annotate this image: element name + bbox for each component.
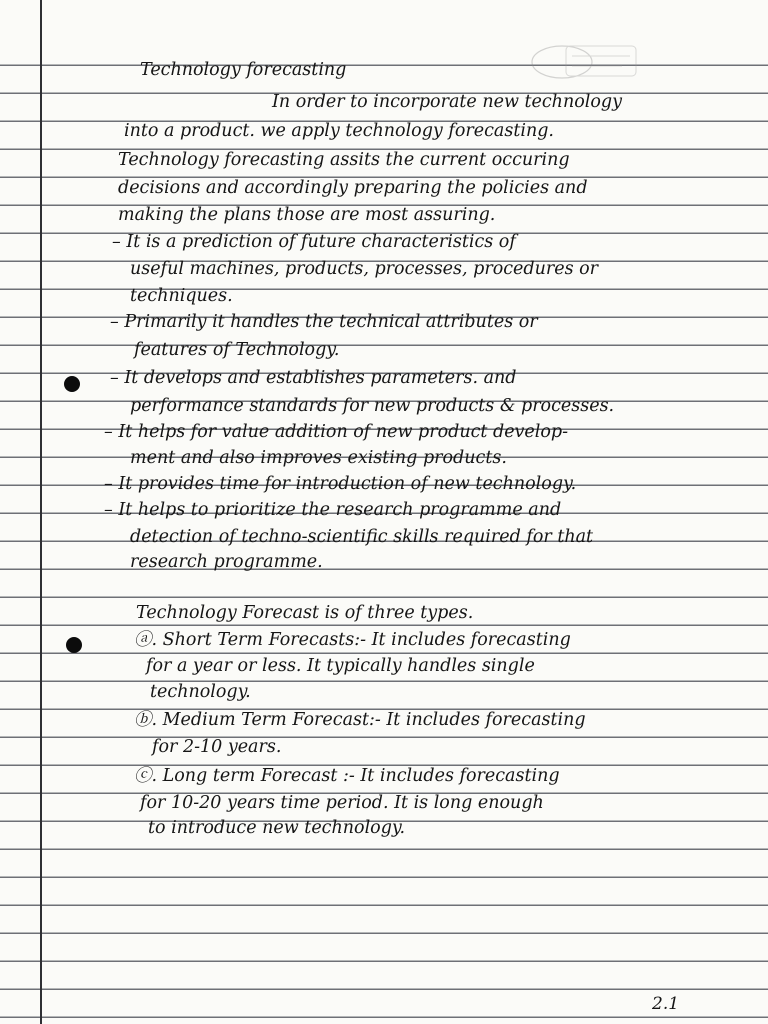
note-line: into a product. we apply technology forecasting. xyxy=(124,121,554,141)
note-line: – Primarily it handles the technical attributes or xyxy=(110,312,538,332)
note-line: features of Technology. xyxy=(134,340,340,360)
note-line: Technology Forecast is of three types. xyxy=(136,603,474,623)
note-line: decisions and accordingly preparing the policies and xyxy=(118,178,588,198)
note-line: – It provides time for introduction of new technology. xyxy=(104,474,577,494)
note-line: ment and also improves existing products. xyxy=(130,448,507,468)
note-line: making the plans those are most assuring. xyxy=(118,205,496,225)
note-line: ⓑ. Medium Term Forecast:- It includes forecasting xyxy=(134,710,586,730)
note-line: useful machines, products, processes, procedures or xyxy=(130,259,599,279)
page-number: 2.1 xyxy=(652,994,680,1014)
note-line: ⓒ. Long term Forecast :- It includes forecasting xyxy=(134,766,560,786)
note-line: techniques. xyxy=(130,286,233,306)
margin-dot-icon xyxy=(64,376,80,392)
note-line: – It is a prediction of future characteristics of xyxy=(112,232,516,252)
margin-dot-icon xyxy=(66,637,82,653)
note-line: for 2-10 years. xyxy=(152,737,282,757)
note-line: Technology forecasting assits the current occuring xyxy=(118,150,570,170)
note-line: ⓐ. Short Term Forecasts:- It includes forecasting xyxy=(134,630,571,650)
note-line: for a year or less. It typically handles single xyxy=(146,656,535,676)
note-line: – It helps for value addition of new product develop- xyxy=(104,422,569,442)
note-line: performance standards for new products & processes. xyxy=(130,396,615,416)
note-line: detection of techno-scientific skills required for that xyxy=(130,527,594,547)
note-line: technology. xyxy=(150,682,251,702)
note-line: – It helps to prioritize the research programme and xyxy=(104,500,562,520)
note-line: In order to incorporate new technology xyxy=(272,92,622,112)
note-line: – It develops and establishes parameters. and xyxy=(110,368,517,388)
note-line: for 10-20 years time period. It is long enough xyxy=(140,793,544,813)
note-line: research programme. xyxy=(130,552,323,572)
note-title: Technology forecasting xyxy=(140,60,347,80)
note-line: to introduce new technology. xyxy=(148,818,406,838)
